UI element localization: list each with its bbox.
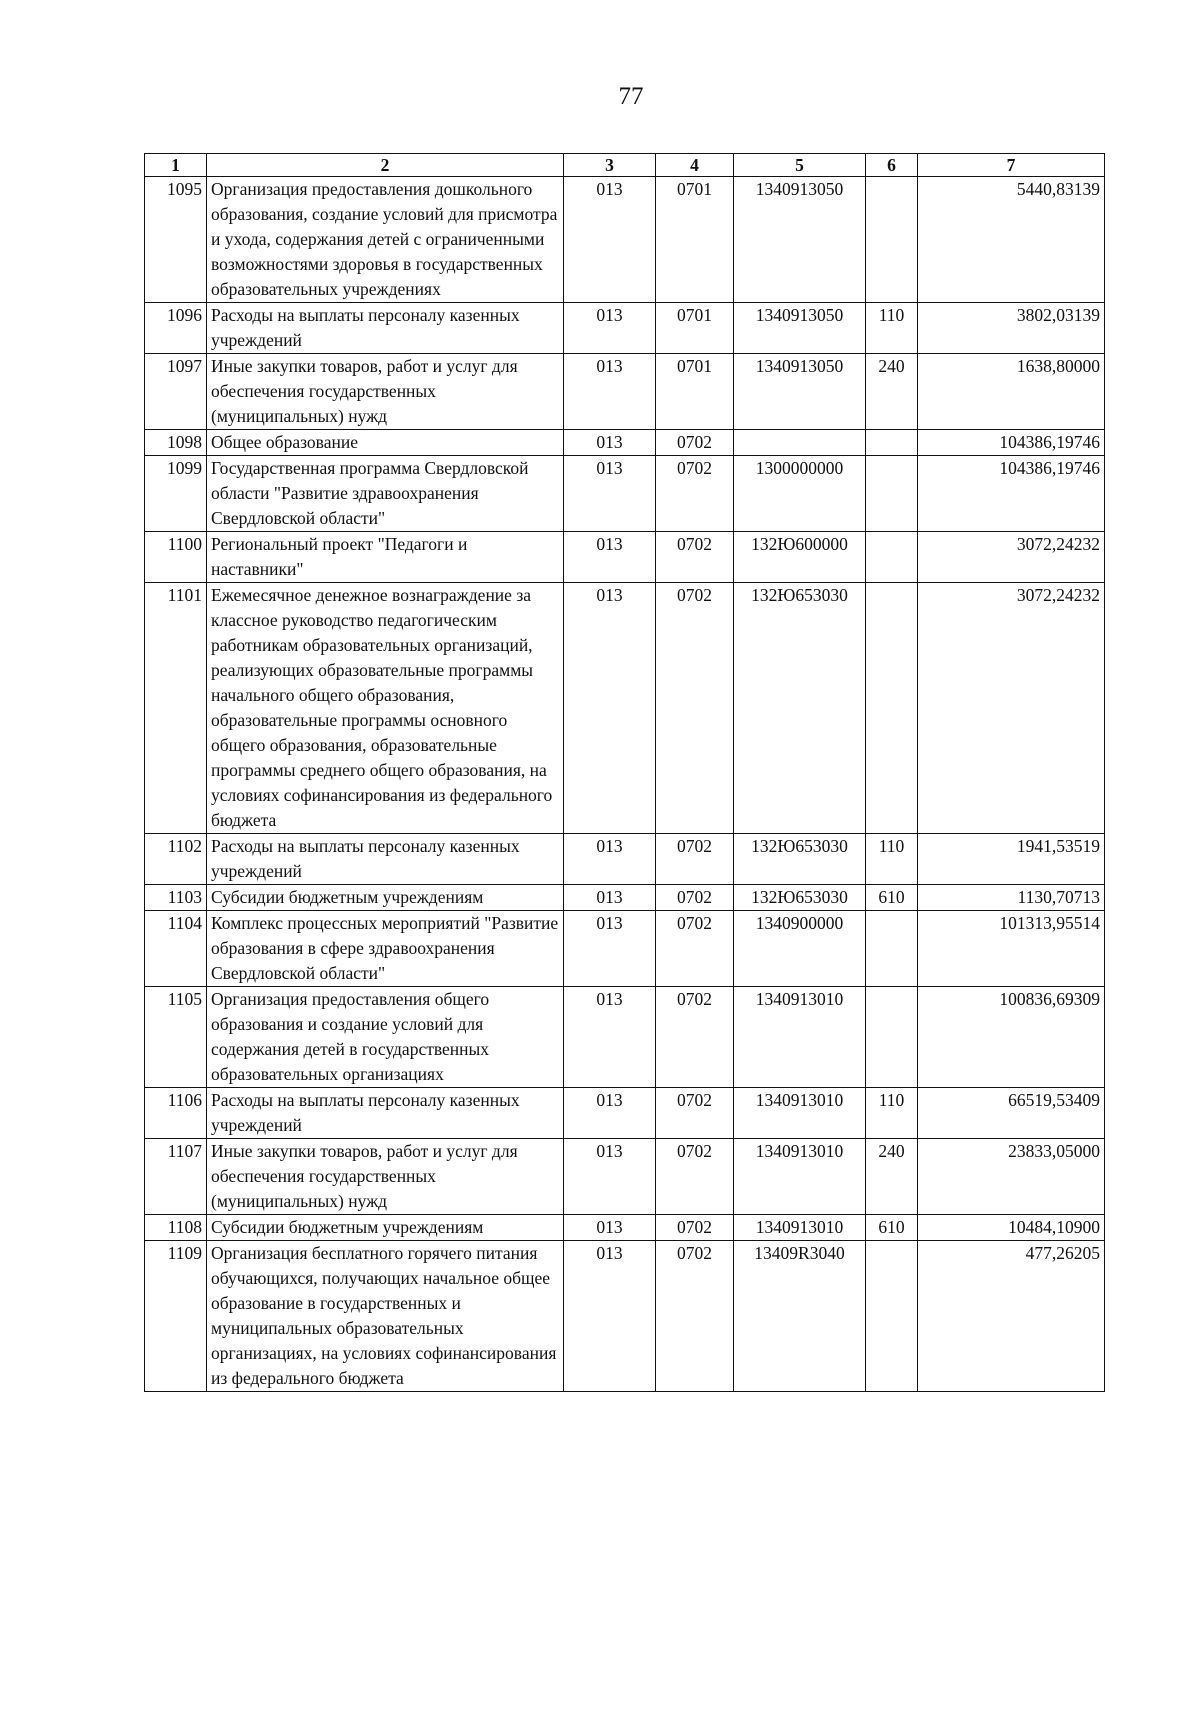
- row-amount: 1941,53519: [918, 834, 1105, 885]
- row-amount: 104386,19746: [918, 456, 1105, 532]
- row-amount: 5440,83139: [918, 177, 1105, 303]
- row-section-code: 0702: [656, 456, 734, 532]
- table-row: [145, 430, 1105, 456]
- row-number: 1095: [145, 177, 207, 303]
- row-section-code: 0702: [656, 1139, 734, 1215]
- row-section-code: 0702: [656, 911, 734, 987]
- row-target-code: 1340913010: [734, 1088, 866, 1139]
- row-expense-type: 610: [866, 1215, 918, 1241]
- row-amount: 3072,24232: [918, 583, 1105, 834]
- row-section-code: 0701: [656, 303, 734, 354]
- row-name: Региональный проект "Педагоги и наставники": [207, 532, 564, 583]
- table-row: [145, 1241, 1105, 1392]
- table-row: [145, 834, 1105, 885]
- table-row: [145, 354, 1105, 430]
- row-target-code: 132Ю653030: [734, 834, 866, 885]
- row-target-code: 1340900000: [734, 911, 866, 987]
- table-row: [145, 532, 1105, 583]
- row-expense-type: [866, 1241, 918, 1392]
- row-target-code: 132Ю600000: [734, 532, 866, 583]
- row-section-code: 0702: [656, 430, 734, 456]
- table-row: [145, 177, 1105, 303]
- row-section-code: 0702: [656, 1088, 734, 1139]
- row-amount: 23833,05000: [918, 1139, 1105, 1215]
- row-number: 1109: [145, 1241, 207, 1392]
- row-target-code: 1340913010: [734, 1139, 866, 1215]
- row-section-code: 0702: [656, 1215, 734, 1241]
- row-number: 1099: [145, 456, 207, 532]
- row-target-code: 1300000000: [734, 456, 866, 532]
- table-body: [145, 177, 1105, 1392]
- row-amount: 10484,10900: [918, 1215, 1105, 1241]
- row-admin-code: 013: [564, 1139, 656, 1215]
- row-number: 1098: [145, 430, 207, 456]
- row-target-code: 13409R3040: [734, 1241, 866, 1392]
- row-admin-code: 013: [564, 1215, 656, 1241]
- table-row: [145, 885, 1105, 911]
- row-number: 1106: [145, 1088, 207, 1139]
- row-target-code: 1340913010: [734, 987, 866, 1088]
- row-expense-type: [866, 987, 918, 1088]
- row-admin-code: 013: [564, 987, 656, 1088]
- row-target-code: 132Ю653030: [734, 583, 866, 834]
- row-amount: 1130,70713: [918, 885, 1105, 911]
- row-expense-type: 610: [866, 885, 918, 911]
- row-section-code: 0702: [656, 1241, 734, 1392]
- row-number: 1107: [145, 1139, 207, 1215]
- row-section-code: 0702: [656, 885, 734, 911]
- row-admin-code: 013: [564, 583, 656, 834]
- row-amount: 3072,24232: [918, 532, 1105, 583]
- row-number: 1101: [145, 583, 207, 834]
- row-section-code: 0701: [656, 354, 734, 430]
- row-target-code: 132Ю653030: [734, 885, 866, 911]
- row-amount: 66519,53409: [918, 1088, 1105, 1139]
- row-name: Организация предоставления общего образования и создание условий для содержания детей в государственных образовательных организациях: [207, 987, 564, 1088]
- header-col-3: 3: [564, 154, 656, 177]
- row-section-code: 0702: [656, 583, 734, 834]
- row-expense-type: 110: [866, 834, 918, 885]
- row-name: Иные закупки товаров, работ и услуг для обеспечения государственных (муниципальных) нужд: [207, 354, 564, 430]
- table-row: [145, 1139, 1105, 1215]
- row-section-code: 0702: [656, 834, 734, 885]
- row-admin-code: 013: [564, 303, 656, 354]
- row-name: Расходы на выплаты персоналу казенных учреждений: [207, 303, 564, 354]
- header-col-4: 4: [656, 154, 734, 177]
- row-admin-code: 013: [564, 430, 656, 456]
- header-col-1: 1: [145, 154, 207, 177]
- table-row: [145, 303, 1105, 354]
- row-name: Организация предоставления дошкольного образования, создание условий для присмотра и ухода, содержания детей с ограниченными возможностями здоровья в государственных образовательных учреждениях: [207, 177, 564, 303]
- row-number: 1105: [145, 987, 207, 1088]
- row-admin-code: 013: [564, 177, 656, 303]
- row-number: 1104: [145, 911, 207, 987]
- row-name: Расходы на выплаты персоналу казенных учреждений: [207, 1088, 564, 1139]
- budget-table: [144, 153, 1105, 1392]
- table-row: [145, 911, 1105, 987]
- table-row: [145, 987, 1105, 1088]
- page-number: 77: [618, 83, 644, 110]
- table-row: [145, 583, 1105, 834]
- row-amount: 104386,19746: [918, 430, 1105, 456]
- row-target-code: [734, 430, 866, 456]
- row-name: Иные закупки товаров, работ и услуг для обеспечения государственных (муниципальных) нужд: [207, 1139, 564, 1215]
- row-section-code: 0702: [656, 532, 734, 583]
- row-admin-code: 013: [564, 1088, 656, 1139]
- row-expense-type: [866, 911, 918, 987]
- row-amount: 1638,80000: [918, 354, 1105, 430]
- table-row: [145, 456, 1105, 532]
- row-number: 1103: [145, 885, 207, 911]
- row-target-code: 1340913050: [734, 177, 866, 303]
- header-col-6: 6: [866, 154, 918, 177]
- row-admin-code: 013: [564, 911, 656, 987]
- row-admin-code: 013: [564, 532, 656, 583]
- row-expense-type: [866, 456, 918, 532]
- row-target-code: 1340913050: [734, 354, 866, 430]
- header-col-5: 5: [734, 154, 866, 177]
- row-name: Организация бесплатного горячего питания обучающихся, получающих начальное общее образование в государственных и муниципальных образовательных организациях, на условиях софинансирования из федерального бюджета: [207, 1241, 564, 1392]
- row-amount: 100836,69309: [918, 987, 1105, 1088]
- row-name: Ежемесячное денежное вознаграждение за классное руководство педагогическим работникам образовательных организаций, реализующих образовательные программы начального общего образования, образовательные программы основного общего образования, образовательные программы среднего общего образования, на условиях софинансирования из федерального бюджета: [207, 583, 564, 834]
- row-expense-type: [866, 532, 918, 583]
- row-admin-code: 013: [564, 834, 656, 885]
- row-number: 1096: [145, 303, 207, 354]
- row-name: Государственная программа Свердловской области "Развитие здравоохранения Свердловской области": [207, 456, 564, 532]
- row-number: 1097: [145, 354, 207, 430]
- row-admin-code: 013: [564, 1241, 656, 1392]
- row-amount: 101313,95514: [918, 911, 1105, 987]
- row-expense-type: [866, 430, 918, 456]
- row-name: Комплекс процессных мероприятий "Развитие образования в сфере здравоохранения Свердловской области": [207, 911, 564, 987]
- row-admin-code: 013: [564, 456, 656, 532]
- row-expense-type: [866, 583, 918, 834]
- row-number: 1100: [145, 532, 207, 583]
- row-section-code: 0702: [656, 987, 734, 1088]
- row-name: Общее образование: [207, 430, 564, 456]
- row-target-code: 1340913010: [734, 1215, 866, 1241]
- row-expense-type: 240: [866, 354, 918, 430]
- row-amount: 3802,03139: [918, 303, 1105, 354]
- row-expense-type: [866, 177, 918, 303]
- row-target-code: 1340913050: [734, 303, 866, 354]
- table-row: [145, 1215, 1105, 1241]
- row-name: Субсидии бюджетным учреждениям: [207, 1215, 564, 1241]
- row-expense-type: 110: [866, 303, 918, 354]
- header-col-2: 2: [207, 154, 564, 177]
- row-admin-code: 013: [564, 885, 656, 911]
- header-col-7: 7: [918, 154, 1105, 177]
- row-section-code: 0701: [656, 177, 734, 303]
- row-amount: 477,26205: [918, 1241, 1105, 1392]
- row-admin-code: 013: [564, 354, 656, 430]
- table-row: [145, 1088, 1105, 1139]
- row-number: 1102: [145, 834, 207, 885]
- row-name: Субсидии бюджетным учреждениям: [207, 885, 564, 911]
- row-name: Расходы на выплаты персоналу казенных учреждений: [207, 834, 564, 885]
- table-header-row: [145, 154, 1105, 177]
- row-number: 1108: [145, 1215, 207, 1241]
- row-expense-type: 240: [866, 1139, 918, 1215]
- row-expense-type: 110: [866, 1088, 918, 1139]
